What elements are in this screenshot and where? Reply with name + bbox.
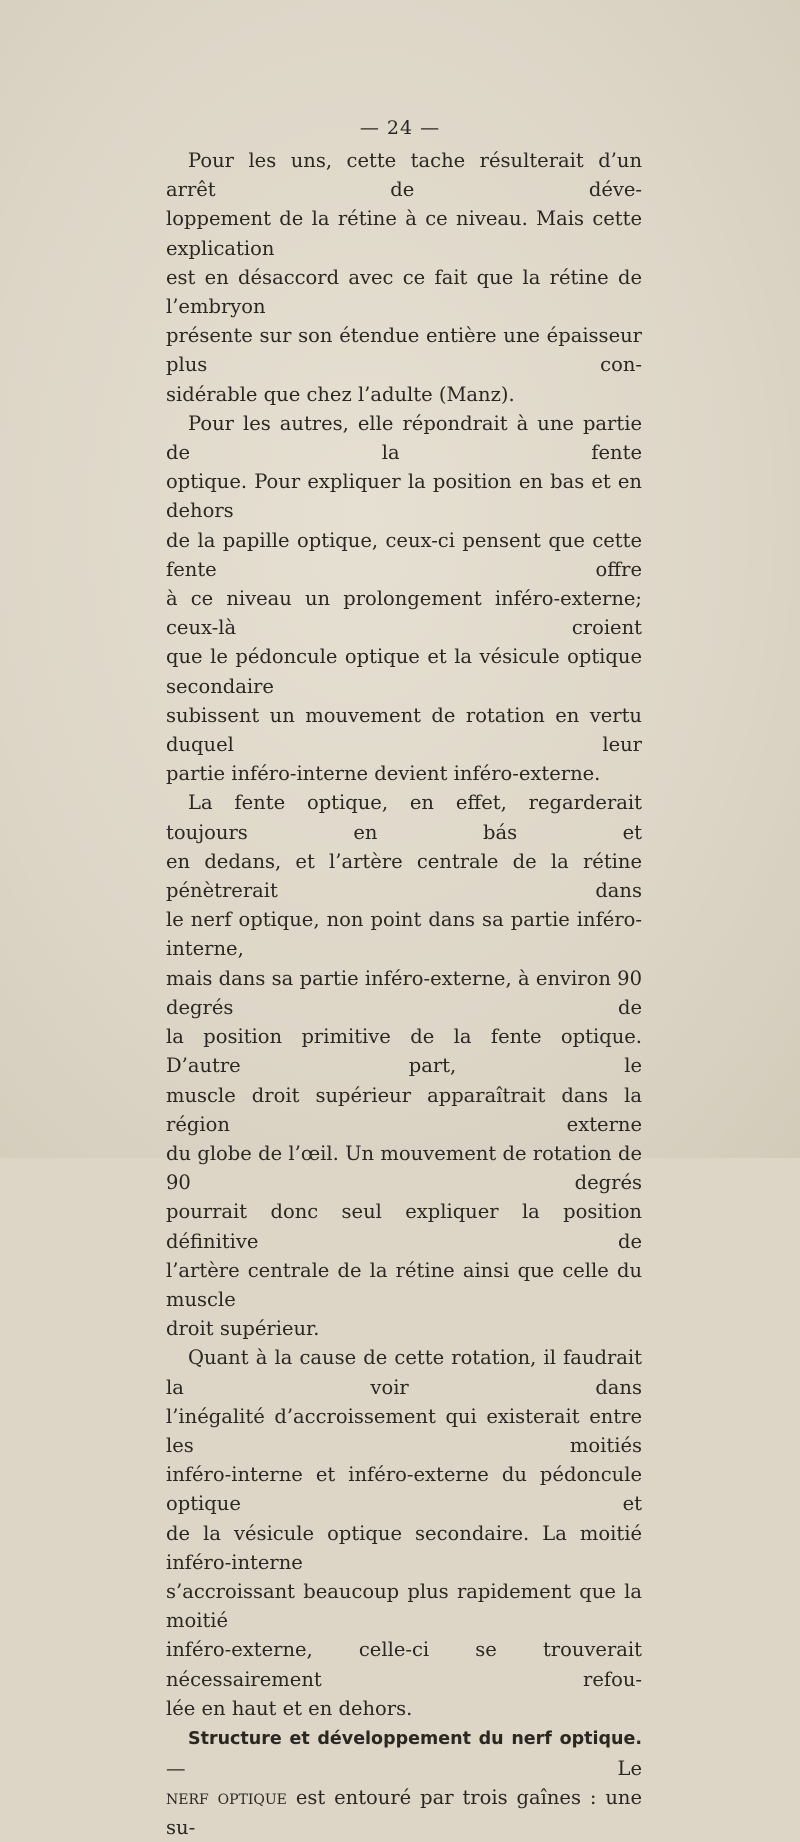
- text-line: loppement de la rétine à ce niveau. Mais cette explication: [166, 207, 642, 260]
- text-line: La fente optique, en effet, regarderait toujours en bás et: [166, 791, 642, 844]
- text-line: lée en haut et en dehors.: [166, 1696, 413, 1720]
- text-line: présente sur son étendue entière une épaisseur plus con-: [166, 324, 642, 377]
- text-line: Pour les autres, elle répondrait à une partie de la fente: [166, 411, 642, 465]
- text-line: partie inféro-interne devient inféro-externe.: [166, 762, 601, 786]
- heading-tail: — Le: [166, 1757, 642, 1781]
- page-number: — 24 —: [359, 117, 441, 139]
- text-line: droit supérieur.: [166, 1317, 320, 1341]
- text-line: pourrait donc seul expliquer la position définitive de: [166, 1200, 642, 1253]
- text-line: que le pédoncule optique et la vésicule optique secondaire: [166, 645, 642, 698]
- text-fragment: est entouré par trois gaînes : une su-: [166, 1786, 643, 1839]
- text-line: subissent un mouvement de rotation en vertu duquel leur: [166, 703, 642, 757]
- text-line: le nerf optique, non point dans sa partie inféro-interne,: [166, 908, 642, 961]
- text-line: Pour les uns, cette tache résulterait d’un arrêt de déve-: [166, 149, 642, 202]
- text-line: l’inégalité d’accroissement qui existerait entre les moitiés: [166, 1404, 642, 1457]
- text-line: en dedans, et l’artère centrale de la rétine pénètrerait dans: [166, 849, 642, 903]
- small-caps-term: nerf optique: [166, 1786, 287, 1810]
- text-line: inféro-interne et inféro-externe du pédoncule optique et: [166, 1463, 642, 1516]
- text-line: mais dans sa partie inféro-externe, à environ 90 degrés de: [166, 966, 642, 1019]
- section-heading-line: [166, 1723, 642, 1783]
- text-line: [166, 1783, 642, 1841]
- text-line: la position primitive de la fente optique. D’autre part, le: [166, 1025, 642, 1078]
- text-line: à ce niveau un prolongement inféro-externe; ceux-là croient: [166, 587, 642, 640]
- text-line: du globe de l’œil. Un mouvement de rotation de 90 degrés: [166, 1141, 642, 1195]
- text-line: l’artère centrale de la rétine ainsi que celle du muscle: [166, 1258, 642, 1311]
- text-line: inféro-externe, celle-ci se trouverait nécessairement refou-: [166, 1638, 642, 1691]
- text-line: de la papille optique, ceux-ci pensent que cette fente offre: [166, 528, 642, 581]
- text-line: de la vésicule optique secondaire. La moitié inféro-interne: [166, 1521, 642, 1574]
- text-line: muscle droit supérieur apparaîtrait dans la région externe: [166, 1083, 642, 1136]
- text-line: sidérable que chez l’adulte (Manz).: [166, 382, 515, 406]
- body-text: [166, 146, 642, 1842]
- text-line: Quant à la cause de cette rotation, il faudrait la voir dans: [166, 1346, 642, 1399]
- text-line: est en désaccord avec ce fait que la rétine de l’embryon: [166, 265, 642, 319]
- section-heading: Structure et développement du nerf optique.: [188, 1728, 642, 1749]
- text-line: optique. Pour expliquer la position en bas et en dehors: [166, 470, 642, 523]
- text-line: s’accroissant beaucoup plus rapidement que la moitié: [166, 1579, 642, 1633]
